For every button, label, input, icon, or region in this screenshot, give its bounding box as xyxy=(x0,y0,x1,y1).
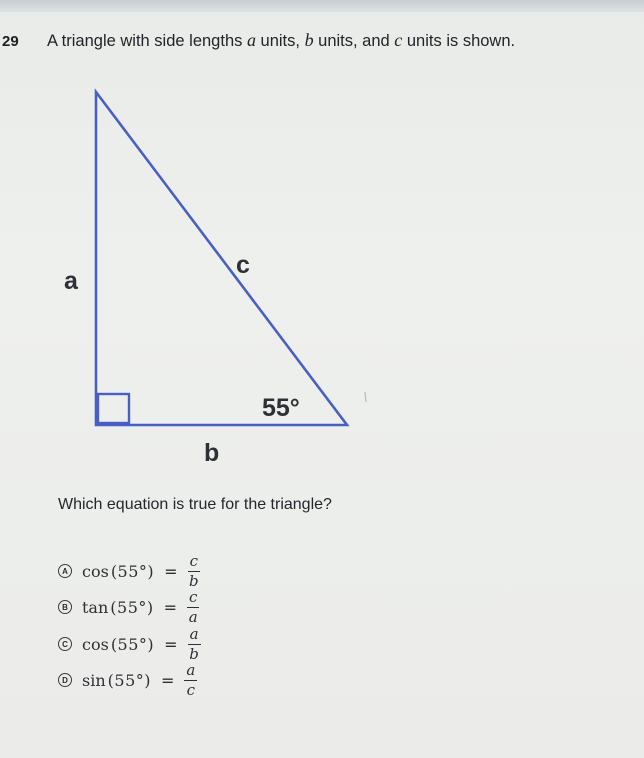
equals-sign: = xyxy=(164,561,178,581)
stem-text: units, and xyxy=(313,32,395,50)
denominator: b xyxy=(188,571,199,590)
fraction xyxy=(187,587,199,626)
denominator: c xyxy=(186,680,196,699)
choice-d-bubble[interactable]: D xyxy=(58,673,72,687)
stem-var-a: a xyxy=(246,30,256,50)
stem-text: units is shown. xyxy=(402,32,516,50)
denominator: b xyxy=(189,644,199,663)
equals-sign: = xyxy=(163,597,178,617)
numerator: c xyxy=(189,551,198,570)
choice-a-equation xyxy=(82,551,200,590)
numerator: c xyxy=(189,587,198,606)
right-angle-marker xyxy=(98,394,129,423)
function-name: cos xyxy=(82,634,109,654)
choice-d-equation xyxy=(82,660,197,699)
equals-sign: = xyxy=(160,670,175,690)
choice-a-bubble[interactable]: A xyxy=(58,564,72,578)
side-label-b: b xyxy=(204,439,220,467)
choice-c-equation xyxy=(82,624,201,663)
choice-c[interactable] xyxy=(58,624,201,663)
function-name: tan xyxy=(82,597,109,617)
numerator: a xyxy=(189,624,199,643)
equals-sign: = xyxy=(164,634,178,654)
side-label-c: c xyxy=(236,251,250,279)
stem-text: units, xyxy=(255,32,305,50)
numerator: a xyxy=(186,660,196,679)
question-prompt: Which equation is true for the triangle? xyxy=(58,496,332,513)
stem-var-c: c xyxy=(394,30,403,50)
choice-a[interactable] xyxy=(58,551,200,590)
choice-b-equation xyxy=(82,587,199,626)
image-artifact-mark xyxy=(365,392,366,402)
angle-label: 55° xyxy=(262,394,300,422)
function-name: sin xyxy=(82,670,106,690)
stem-var-b: b xyxy=(304,30,314,50)
fraction xyxy=(188,551,200,590)
fraction xyxy=(188,624,201,663)
denominator: a xyxy=(188,607,198,626)
stem-text: A triangle with side lengths xyxy=(47,32,247,50)
function-argument: (55°) xyxy=(110,597,154,617)
triangle xyxy=(96,92,347,425)
choice-b-bubble[interactable]: B xyxy=(58,600,72,614)
function-name: cos xyxy=(82,561,109,581)
function-argument: (55°) xyxy=(110,634,155,654)
side-label-a: a xyxy=(64,267,78,295)
choice-b[interactable] xyxy=(58,587,199,626)
function-argument: (55°) xyxy=(107,670,151,690)
function-argument: (55°) xyxy=(110,561,155,581)
question-number: 29 xyxy=(2,33,19,50)
fraction xyxy=(184,660,197,699)
choice-c-bubble[interactable]: C xyxy=(58,637,72,651)
choice-d[interactable] xyxy=(58,660,197,699)
